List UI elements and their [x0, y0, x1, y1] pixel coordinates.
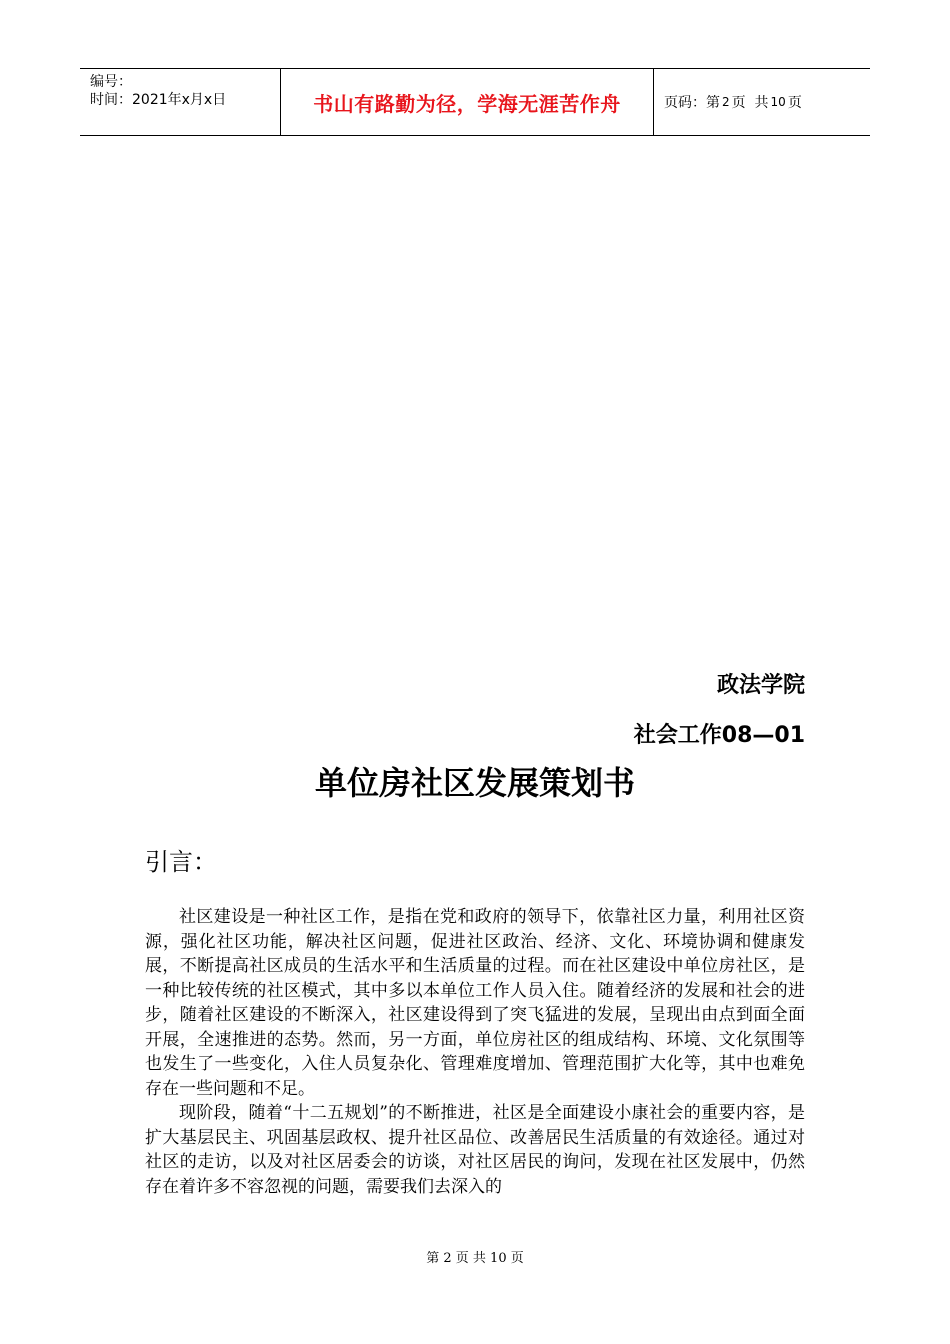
page-mid: 页 共: [731, 95, 769, 111]
paragraph: 现阶段，随着“十二五规划”的不断推进，社区是全面建设小康社会的重要内容，是扩大基层民主、巩固基层政权、提升社区品位、改善居民生活质量的有效途径。通过对社区的走访，以及对社区居委会的访谈，对社区居民的询问，发现在社区发展中，仍然存在着许多不容忽视的问题，需要我们去深入的: [145, 1103, 805, 1197]
header-meta: [80, 69, 281, 135]
department-name: 政法学院: [716, 673, 805, 698]
date-label: 时间：2021年x月x日: [90, 92, 227, 108]
document-title: 单位房社区发展策划书: [314, 764, 635, 802]
intro-heading: 引言：: [145, 848, 217, 876]
class-name: 社会工作08—01: [633, 723, 805, 748]
header-page-number: [654, 69, 870, 135]
body-text: [145, 905, 805, 1199]
page-footer: 第 2 页 共 10 页: [426, 1251, 524, 1266]
serial-label: 编号：: [90, 74, 132, 90]
page-current: 2: [722, 95, 730, 109]
page-suffix: 页: [787, 95, 802, 111]
page-total: 10: [770, 95, 786, 109]
paragraph: 社区建设是一种社区工作，是指在党和政府的领导下，依靠社区力量，利用社区资源，强化社区功能，解决社区问题，促进社区政治、经济、文化、环境协调和健康发展，不断提高社区成员的生活水平和生活质量的过程。而在社区建设中单位房社区，是一种比较传统的社区模式，其中多以本单位工作人员入住。随着经济的发展和社会的进步，随着社区建设的不断深入，社区建设得到了突飞猛进的发展，呈现出由点到面全面开展，全速推进的态势。然而，另一方面，单位房社区的组成结构、环境、文化氛围等也发生了一些变化，入住人员复杂化、管理难度增加、管理范围扩大化等，其中也难免存在一些问题和不足。: [145, 907, 805, 1099]
header-motto: 书山有路勤为径，学海无涯苦作舟: [281, 69, 654, 135]
page-prefix: 页码：第: [664, 95, 720, 111]
page-header: [80, 68, 870, 136]
